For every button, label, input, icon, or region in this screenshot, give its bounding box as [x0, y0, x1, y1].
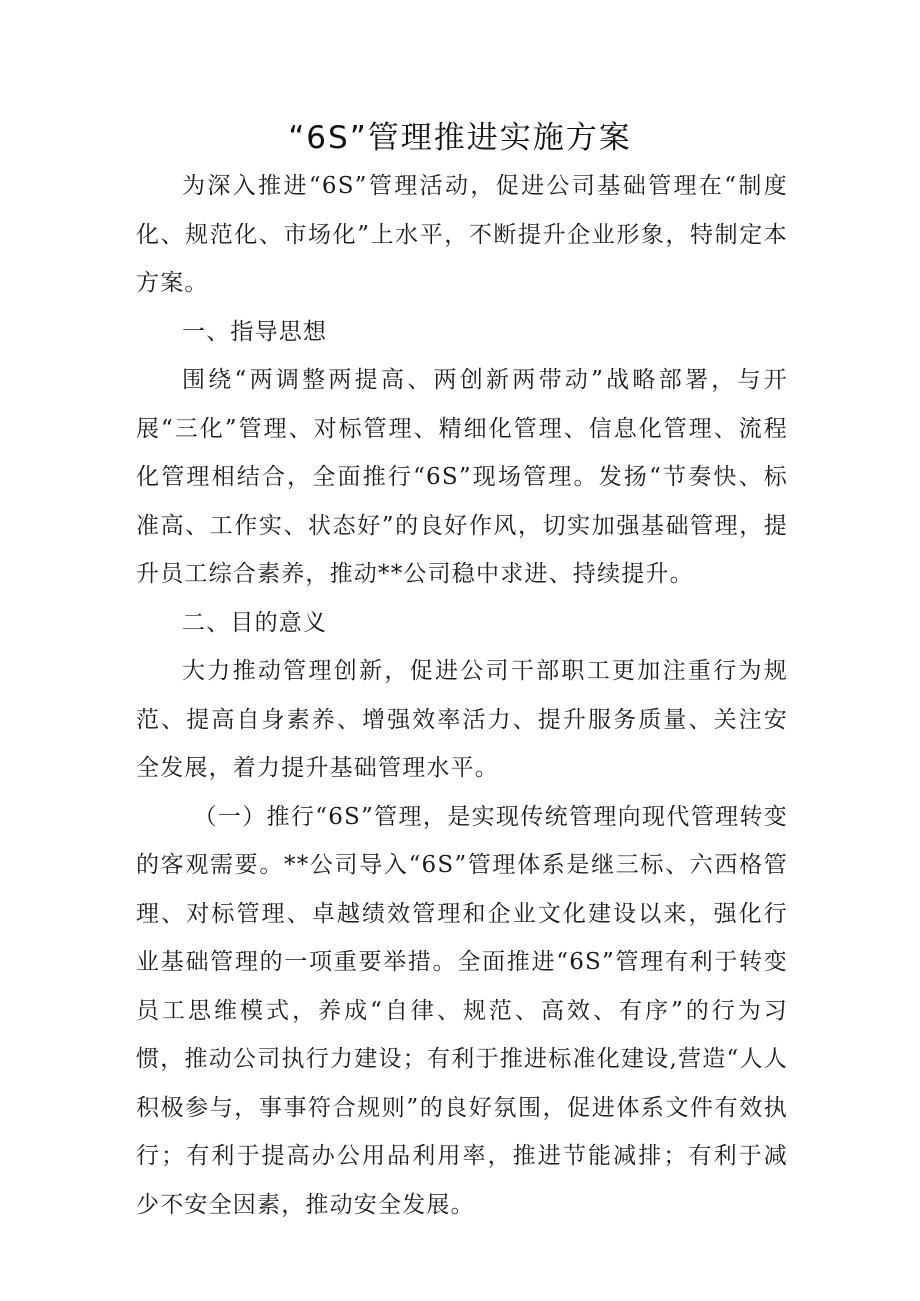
document-body: [136, 162, 788, 1229]
purpose-paragraph: 大力推动管理创新，促进公司干部职工更加注重行为规范、提高自身素养、增强效率活力、提升服务质量、关注安全发展，着力提升基础管理水平。: [136, 658, 788, 781]
intro-paragraph: 为深入推进“6S”管理活动，促进公司基础管理在“制度化、规范化、市场化”上水平，不断提升企业形象，特制定本方案。: [136, 173, 788, 296]
guiding-paragraph: 围绕“两调整两提高、两创新两带动”战略部署，与开展“三化”管理、对标管理、精细化管理、信息化管理、流程化管理相结合，全面推行“6S”现场管理。发扬“节奏快、标准高、工作实、状态好”的良好作风，切实加强基础管理，提升员工综合素养，推动**公司稳中求进、持续提升。: [136, 367, 788, 587]
section-heading-purpose: 二、目的意义: [182, 609, 328, 636]
section-heading-guiding: 一、指导思想: [182, 318, 328, 345]
page-title: “6S”管理推进实施方案: [288, 120, 632, 156]
subsection-paragraph-1: （一）推行“6S”管理，是实现传统管理向现代管理转变的客观需要。**公司导入“6S”管理体系是继三标、六西格管理、对标管理、卓越绩效管理和企业文化建设以来，强化行业基础管理的一项重要举措。全面推进“6S”管理有利于转变员工思维模式，养成“自律、规范、高效、有序”的行为习惯，推动公司执行力建设；有利于推进标准化建设,营造“人人积极参与，事事符合规则”的良好氛围，促进体系文件有效执行；有利于提高办公用品利用率，推进节能减排；有利于减少不安全因素，推动安全发展。: [136, 803, 788, 1218]
